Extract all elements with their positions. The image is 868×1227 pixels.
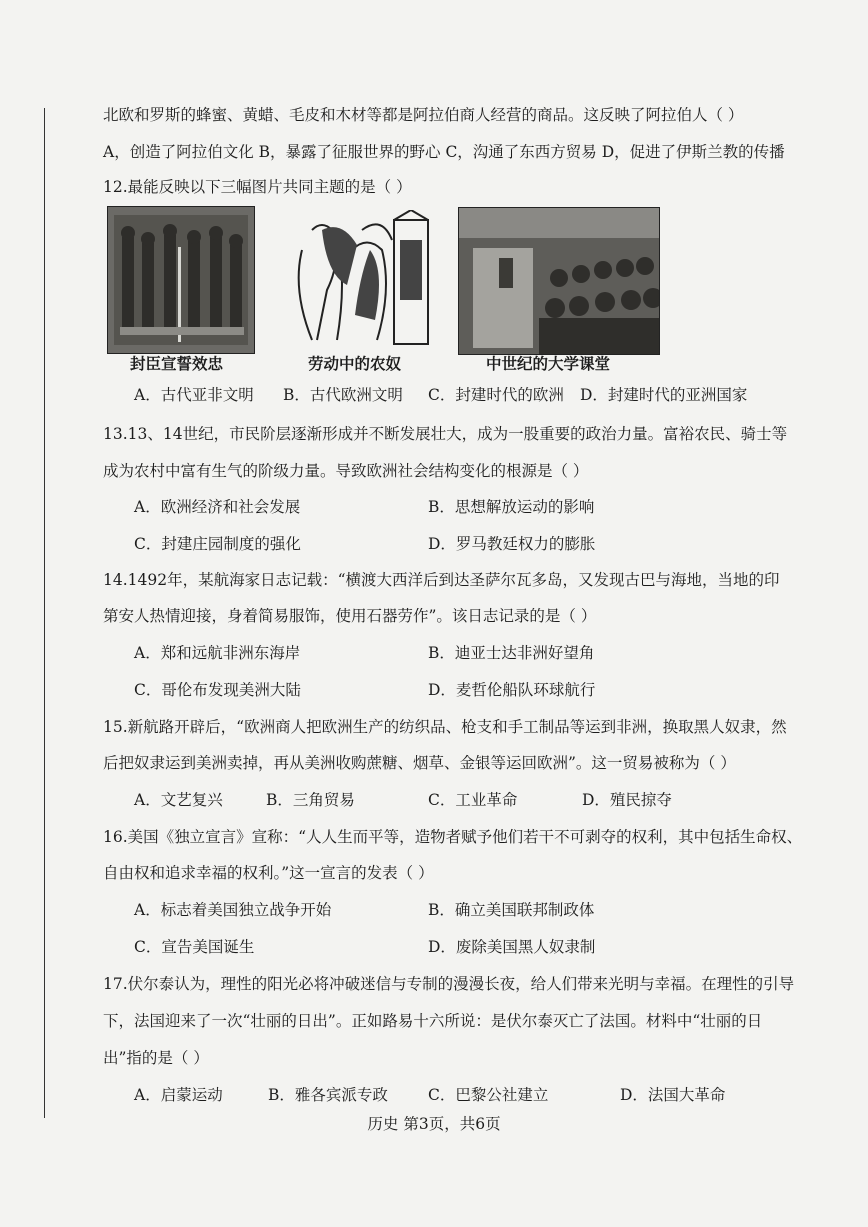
q12-option-d: D．封建时代的亚洲国家 (580, 386, 748, 404)
q12-option-a: A．古代亚非文明 (134, 386, 254, 404)
q14-option-a: A．郑和远航非洲东海岸 (134, 644, 301, 662)
q12-option-b: B．古代欧洲文明 (283, 386, 403, 404)
q15-option-d: D．殖民掠夺 (582, 791, 672, 809)
q15-option-a: A．文艺复兴 (134, 791, 223, 809)
q14-option-b: B．迪亚士达非洲好望角 (428, 644, 595, 662)
caption-vassal-oath: 封臣宣誓效忠 (130, 355, 224, 373)
q14-stem-line1: 14.1492年，某航海家日志记载：“横渡大西洋后到达圣萨尔瓦多岛，又发现古巴与海地，当地的印 (103, 571, 780, 589)
q16-option-b: B．确立美国联邦制政体 (428, 901, 595, 919)
vassal-oath-image (107, 206, 255, 354)
q13-option-a: A．欧洲经济和社会发展 (134, 498, 301, 516)
q17-stem-line1: 17.伏尔泰认为，理性的阳光必将冲破迷信与专制的漫漫长夜，给人们带来光明与幸福。在理性的引导 (103, 975, 795, 993)
q16-option-c: C．宣告美国诞生 (134, 938, 255, 956)
q17-option-c: C．巴黎公社建立 (428, 1086, 549, 1104)
q12-option-c: C．封建时代的欧洲 (428, 386, 564, 404)
q17-option-a: A．启蒙运动 (134, 1086, 223, 1104)
q14-stem-line2: 第安人热情迎接，身着简易服饰，使用石器劳作”。该日志记录的是（ ） (103, 607, 597, 625)
q12-stem: 12.最能反映以下三幅图片共同主题的是（ ） (103, 178, 412, 196)
q16-option-d: D．废除美国黑人奴隶制 (428, 938, 596, 956)
q13-option-d: D．罗马教廷权力的膨胀 (428, 535, 596, 553)
q16-stem-line1: 16.美国《独立宣言》宣称：“人人生而平等，造物者赋予他们若干不可剥夺的权利，其中包括生命权、 (103, 828, 803, 846)
caption-serf-labor: 劳动中的农奴 (308, 355, 402, 373)
q13-stem-line1: 13.13、14世纪，市民阶层逐渐形成并不断发展壮大，成为一股重要的政治力量。富裕农民、骑士等 (103, 425, 788, 443)
q17-stem-line2: 下，法国迎来了一次“壮丽的日出”。正如路易十六所说：是伏尔泰灭亡了法国。材料中“壮丽的日 (103, 1012, 763, 1030)
medieval-university-illustration (459, 208, 659, 354)
q16-stem-line2: 自由权和追求幸福的权利。”这一宣言的发表（ ） (103, 864, 434, 882)
binding-margin-line (44, 108, 45, 1118)
q17-stem-line3: 出”指的是（ ） (103, 1049, 209, 1067)
q17-option-d: D．法国大革命 (620, 1086, 726, 1104)
q14-option-c: C．哥伦布发现美洲大陆 (134, 681, 301, 699)
serf-labor-illustration (282, 210, 434, 352)
serf-labor-image (282, 210, 434, 352)
q15-option-b: B．三角贸易 (266, 791, 355, 809)
caption-medieval-university: 中世纪的大学课堂 (486, 355, 611, 373)
page-footer: 历史 第3页，共6页 (367, 1115, 501, 1133)
q11-stem: 北欧和罗斯的蜂蜜、黄蜡、毛皮和木材等都是阿拉伯商人经营的商品。这反映了阿拉伯人（ ） (103, 106, 744, 124)
vassal-oath-illustration (108, 207, 254, 353)
q13-stem-line2: 成为农村中富有生气的阶级力量。导致欧洲社会结构变化的根源是（ ） (103, 462, 589, 480)
q16-option-a: A．标志着美国独立战争开始 (134, 901, 332, 919)
q17-option-b: B．雅各宾派专政 (268, 1086, 388, 1104)
q13-option-c: C．封建庄园制度的强化 (134, 535, 301, 553)
medieval-university-image (458, 207, 660, 355)
q14-option-d: D．麦哲伦船队环球航行 (428, 681, 596, 699)
q11-options: A，创造了阿拉伯文化 B，暴露了征服世界的野心 C，沟通了东西方贸易 D，促进了伊斯兰教的传播 (103, 143, 785, 161)
q15-option-c: C．工业革命 (428, 791, 518, 809)
q15-stem-line2: 后把奴隶运到美洲卖掉，再从美洲收购蔗糖、烟草、金银等运回欧洲”。这一贸易被称为（ ） (103, 754, 736, 772)
q13-option-b: B．思想解放运动的影响 (428, 498, 595, 516)
q15-stem-line1: 15.新航路开辟后，“欧洲商人把欧洲生产的纺织品、枪支和手工制品等运到非洲，换取黑人奴隶，然 (103, 718, 787, 736)
